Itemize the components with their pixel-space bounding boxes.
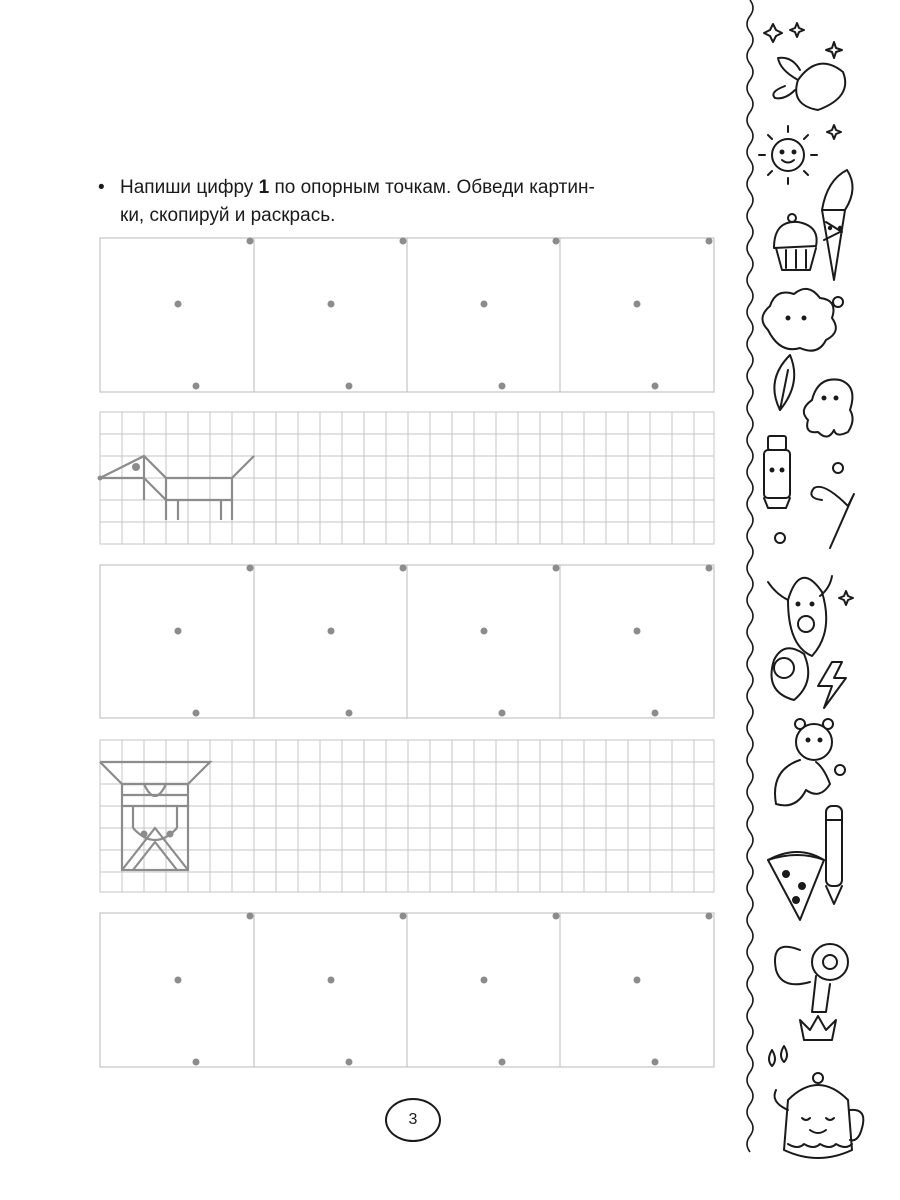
leaf-icon [774,355,794,410]
cupcake-icon [774,214,817,270]
octopus-icon [804,379,853,436]
bullet-icon: • [98,177,105,198]
instruction-text-line2: ки, скопируй и раскрась. [120,205,336,226]
rocket-icon [768,576,853,656]
dog-drawing [98,456,255,520]
instruction-text-start: Напиши цифру [120,177,259,198]
guard-drawing [100,762,210,870]
hair-dryer-icon [775,944,848,1012]
beetroot-icon [773,58,845,110]
reference-dots-row-2 [175,565,713,717]
bear-icon [775,719,845,805]
reference-dots-row-1 [175,238,713,390]
writing-row-1 [100,238,714,392]
sun-icon [759,125,841,184]
page-number: 3 [385,1098,441,1142]
lemon-icon [772,648,809,700]
lightning-icon [818,662,846,708]
instruction-digit: 1 [258,177,270,198]
pizza-icon [768,852,824,920]
instruction-text-end: по опорным точкам. Обведи картин- [269,177,595,198]
writing-row-2 [100,565,714,718]
needle-icon [775,487,854,548]
ice-cream-icon [822,170,853,280]
crown-icon [769,1016,836,1066]
reference-dots-row-3 [175,913,713,1066]
paint-tube-icon [764,436,843,508]
decorative-sidebar [740,0,900,1200]
sparkles-icon [764,23,842,58]
cloud-icon [762,289,843,351]
wavy-border-line [747,0,753,1152]
pen-icon [826,806,842,904]
teapot-icon [775,1073,864,1158]
writing-row-3 [100,913,714,1067]
